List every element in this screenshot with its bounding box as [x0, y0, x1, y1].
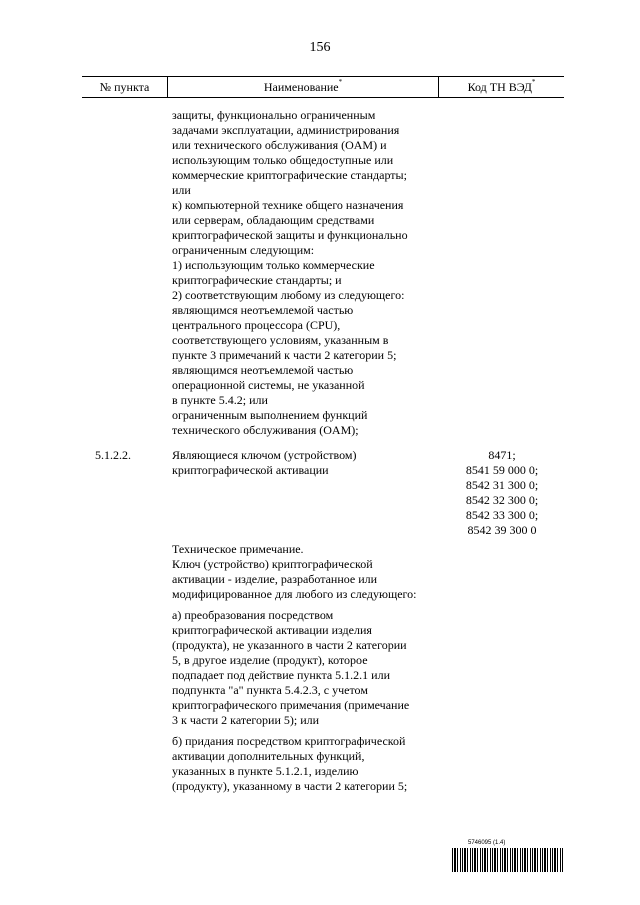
document-code: 5746095 (1.4)	[468, 840, 506, 846]
header-name-label: Наименование	[263, 80, 339, 94]
header-item-number-label: № пункта	[99, 80, 150, 94]
text-line: технического обслуживания (OAM);	[172, 423, 359, 437]
code-line: 8471;	[488, 448, 516, 462]
note-paragraph-b	[172, 734, 442, 794]
page-number: 156	[309, 40, 331, 55]
text-line: 1) использующим только коммерческие	[172, 258, 375, 272]
note-line: 5, в другое изделие (продукт), которое	[172, 653, 368, 667]
header-item-number	[82, 77, 168, 97]
code-line: 8542 31 300 0;	[465, 478, 539, 492]
text-line: являющимся неотъемлемой частью	[172, 363, 354, 377]
note-line: а) преобразования посредством	[172, 608, 334, 622]
header-name-footnote-mark: *	[338, 78, 343, 86]
note-line: б) придания посредством криптографической	[172, 734, 406, 748]
header-code-footnote-mark: *	[531, 78, 536, 86]
text-line: ограниченным следующим:	[172, 243, 315, 257]
note-line: криптографической активации изделия	[172, 623, 372, 637]
table-header	[82, 76, 564, 98]
code-line: 8541 59 000 0;	[465, 463, 539, 477]
item-name-line: криптографической активации	[172, 463, 329, 477]
technical-note	[172, 542, 442, 800]
note-paragraph-a	[172, 608, 442, 728]
note-line: подпункта "а" пункта 5.4.2.3, с учетом	[172, 683, 368, 697]
note-line: Техническое примечание.	[172, 542, 304, 556]
text-line: криптографической защиты и функционально	[172, 228, 408, 242]
barcode	[452, 848, 564, 872]
text-line: центрального процессора (CPU),	[172, 318, 341, 332]
header-code-label: Код ТН ВЭД	[467, 80, 532, 94]
text-line: операционной системы, не указанной	[172, 378, 365, 392]
note-line: (продукта), не указанного в части 2 категории	[172, 638, 407, 652]
text-line: к) компьютерной технике общего назначения	[172, 198, 404, 212]
note-line: указанных в пункте 5.1.2.1, изделию	[172, 764, 359, 778]
item-number: 5.1.2.2.	[95, 448, 131, 462]
text-line: в пункте 5.4.2; или	[172, 393, 268, 407]
note-line: подпадает под действие пункта 5.1.2.1 или	[172, 668, 391, 682]
text-line: или серверам, обладающим средствами	[172, 213, 375, 227]
text-line: являющимся неотъемлемой частью	[172, 303, 354, 317]
note-line: криптографического примечания (примечание	[172, 698, 410, 712]
text-line: криптографические стандарты; и	[172, 273, 342, 287]
note-line: 3 к части 2 категории 5); или	[172, 713, 320, 727]
text-line: ограниченным выполнением функций	[172, 408, 368, 422]
note-line: (продукту), указанному в части 2 категории 5;	[172, 779, 408, 793]
note-line: модифицированное для любого из следующего:	[172, 587, 417, 601]
text-line: пункте 3 примечаний к части 2 категории 5;	[172, 348, 397, 362]
item-name	[172, 448, 442, 478]
note-heading	[172, 542, 442, 602]
text-line: соответствующего условиям, указанным в	[172, 333, 389, 347]
continuation-text	[172, 108, 442, 438]
note-line: активации дополнительных функций,	[172, 749, 365, 763]
text-line: коммерческие криптографические стандарты;	[172, 168, 407, 182]
text-line: или технического обслуживания (OAM) и	[172, 138, 387, 152]
item-codes	[440, 448, 564, 538]
text-line: или	[172, 183, 191, 197]
note-line: активации - изделие, разработанное или	[172, 572, 378, 586]
item-name-line: Являющиеся ключом (устройством)	[172, 448, 357, 462]
note-line: Ключ (устройство) криптографической	[172, 557, 373, 571]
header-code	[439, 77, 564, 97]
header-name	[168, 77, 439, 97]
text-line: 2) соответствующим любому из следующего:	[172, 288, 405, 302]
code-line: 8542 39 300 0	[467, 523, 537, 537]
text-line: защиты, функционально ограниченным	[172, 108, 376, 122]
text-line: задачами эксплуатации, администрирования	[172, 123, 400, 137]
text-line: использующим только общедоступные или	[172, 153, 394, 167]
code-line: 8542 33 300 0;	[465, 508, 539, 522]
code-line: 8542 32 300 0;	[465, 493, 539, 507]
